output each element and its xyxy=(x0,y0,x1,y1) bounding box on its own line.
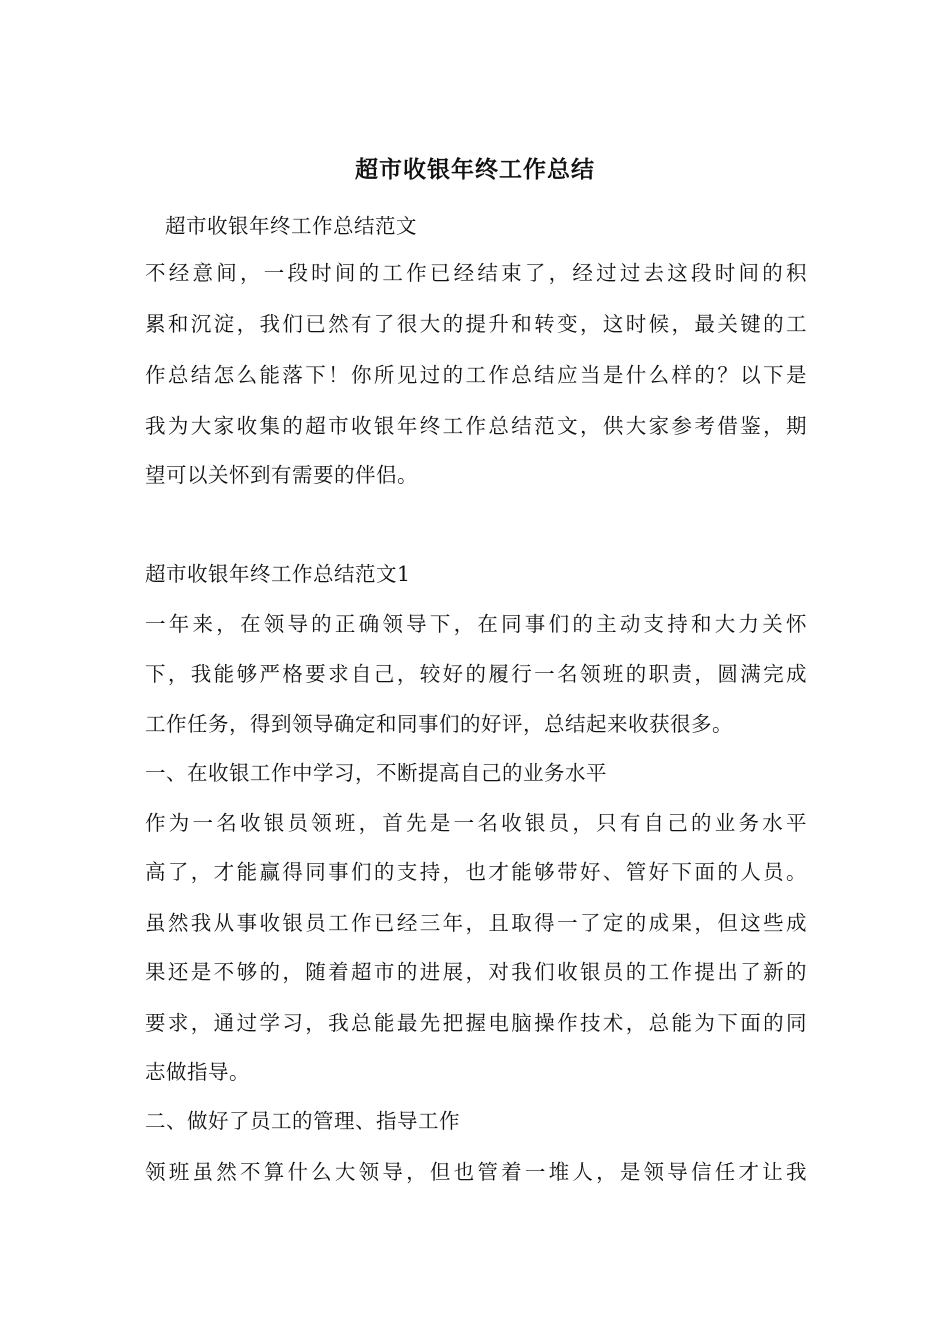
subheading-line: 二、做好了员工的管理、指导工作 xyxy=(145,1109,460,1133)
subheading-line: 一、在收银工作中学习，不断提高自己的业务水平 xyxy=(145,761,607,785)
body-line: 一年来，在领导的正确领导下，在同事们的主动支持和大力关怀 xyxy=(145,612,807,636)
intro-line: 作总结怎么能落下！你所见过的工作总结应当是什么样的？以下是 xyxy=(145,363,807,387)
intro-line: 我为大家收集的超市收银年终工作总结范文，供大家参考借鉴，期 xyxy=(145,414,807,438)
intro-line: 望可以关怀到有需要的伴侣。 xyxy=(145,463,418,487)
body-line: 领班虽然不算什么大领导，但也管着一堆人，是领导信任才让我 xyxy=(145,1160,807,1184)
body-line: 志做指导。 xyxy=(145,1060,250,1084)
body-line: 工作任务，得到领导确定和同事们的好评，总结起来收获很多。 xyxy=(145,712,733,736)
body-line: 作为一名收银员领班，首先是一名收银员，只有自己的业务水平 xyxy=(145,811,807,835)
body-line: 虽然我从事收银员工作已经三年，且取得一了定的成果，但这些成 xyxy=(145,911,807,935)
intro-line: 累和沉淀，我们已然有了很大的提升和转变，这时候，最关键的工 xyxy=(145,312,807,336)
body-line: 要求，通过学习，我总能最先把握电脑操作技术，总能为下面的同 xyxy=(145,1011,807,1035)
section-heading: 超市收银年终工作总结范文1 xyxy=(145,562,411,586)
body-line: 果还是不够的，随着超市的进展，对我们收银员的工作提出了新的 xyxy=(145,960,807,984)
body-line: 下，我能够严格要求自己，较好的履行一名领班的职责，圆满完成 xyxy=(145,662,807,686)
document-title: 超市收银年终工作总结 xyxy=(355,156,595,183)
intro-line: 不经意间，一段时间的工作已经结束了，经过过去这段时间的积 xyxy=(145,261,807,285)
body-line: 高了，才能赢得同事们的支持，也才能够带好、管好下面的人员。 xyxy=(145,860,807,884)
document-subtitle: 超市收银年终工作总结范文 xyxy=(165,214,417,238)
